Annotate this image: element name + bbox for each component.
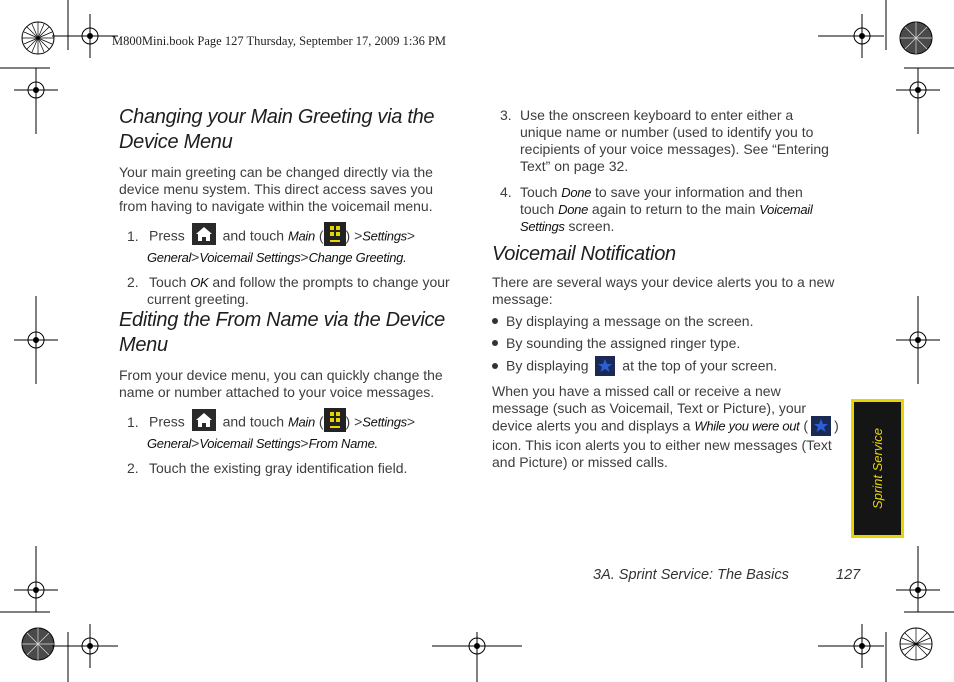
body-line: device alerts you and displays a	[492, 417, 691, 434]
voicemail-label: Voicemail	[759, 202, 813, 217]
menu-path	[127, 249, 479, 266]
title-line: Device Menu	[119, 131, 233, 153]
crosshair-mark-icon	[432, 632, 522, 682]
step-text: Touch	[520, 184, 558, 200]
book-slug: M800Mini.book Page 127 Thursday, September 17, 2009 1:36 PM	[112, 34, 447, 48]
step-text: Press	[149, 227, 185, 244]
step-number: 3.	[500, 107, 512, 123]
step-text: )	[345, 413, 351, 430]
registration-mark-icon	[22, 628, 54, 660]
intro-paragraph	[492, 274, 848, 308]
while-you-were-out-label: While you were out	[694, 418, 800, 434]
intro-line: message:	[492, 291, 553, 307]
main-label: Main	[287, 414, 315, 430]
step-1	[119, 225, 479, 266]
bullet-text: By sounding the assigned ringer type.	[506, 335, 741, 351]
step-4	[500, 184, 850, 235]
side-tab	[851, 399, 904, 538]
step-text: to save your information and then	[595, 184, 803, 200]
list-item	[492, 313, 848, 330]
menu-path-item: From Name.	[308, 436, 378, 451]
intro-line: Your main greeting can be changed directly via the	[119, 164, 433, 180]
intro-line: There are several ways your device alerts you to a new	[492, 274, 835, 290]
step-text: Press	[149, 413, 185, 430]
step-text: Text” on page 32.	[520, 158, 629, 174]
step-text: (	[318, 227, 324, 244]
menu-path-item: Settings	[362, 228, 407, 244]
home-icon	[192, 223, 216, 245]
title-line: Editing the From Name via the Device	[119, 309, 446, 331]
step-text: Touch	[149, 274, 187, 290]
star-icon	[811, 416, 831, 436]
title-line: Changing your Main Greeting via the	[119, 106, 435, 128]
menu-path-item: General	[147, 436, 192, 451]
done-label: Done	[561, 185, 592, 200]
bullet-icon	[492, 318, 498, 324]
body-line: )	[834, 417, 839, 434]
crosshair-mark-icon	[0, 546, 58, 612]
step-text: )	[345, 227, 351, 244]
intro-line: device menu system. This direct access saves you	[119, 181, 434, 197]
step-text: and touch	[222, 413, 285, 430]
body-paragraph	[492, 383, 848, 471]
section-title: Voicemail Notification	[492, 243, 676, 265]
bullet-text: By displaying a message on the screen.	[506, 313, 754, 329]
step-text: again to return to the main	[591, 201, 756, 217]
menu-path-item: Voicemail Settings	[199, 250, 301, 265]
body-line: When you have a missed call or receive a new	[492, 383, 781, 399]
body-line: icon. This icon alerts you to either new messages (Text	[492, 437, 832, 453]
main-menu-icon	[324, 222, 346, 246]
intro-paragraph	[119, 367, 479, 401]
intro-line: From your device menu, you can quickly change the	[119, 367, 443, 383]
crosshair-mark-icon	[14, 296, 58, 384]
menu-path	[127, 435, 479, 452]
path-separator: >	[354, 413, 363, 430]
registration-mark-icon	[22, 22, 54, 54]
section-changing-greeting	[119, 105, 479, 308]
home-icon	[192, 409, 216, 431]
path-separator: >	[406, 413, 416, 430]
menu-path-item: Voicemail Settings	[199, 436, 301, 451]
step-number: 4.	[500, 184, 512, 200]
title-line: Menu	[119, 334, 168, 356]
step-number: 1.	[127, 413, 139, 430]
crosshair-mark-icon	[896, 68, 954, 134]
crosshair-mark-icon	[0, 68, 58, 134]
side-tab-label: Sprint Service	[870, 428, 886, 509]
body-line: message (such as Voicemail, Text or Picture), your	[492, 400, 807, 416]
step-text: Touch the existing gray identification field.	[149, 460, 408, 476]
list-item	[492, 335, 848, 352]
step-text: Use the onscreen keyboard to enter either a	[520, 107, 794, 123]
step-1	[119, 411, 479, 452]
bullet-icon	[492, 363, 498, 369]
done-label: Done	[558, 202, 589, 217]
main-label: Main	[287, 228, 315, 244]
section-editing-from-name	[119, 308, 479, 477]
crosshair-mark-icon	[52, 624, 118, 682]
section-voicemail-notification	[492, 242, 848, 471]
step-2	[119, 460, 479, 477]
intro-line: from having to navigate within the voicemail menu.	[119, 198, 433, 214]
step-text: touch	[520, 201, 555, 217]
footer-section: 3A. Sprint Service: The Basics	[593, 567, 789, 583]
intro-line: name or number attached to your voice messages.	[119, 384, 435, 400]
crosshair-mark-icon	[52, 0, 118, 58]
bullet-icon	[492, 340, 498, 346]
path-separator: >	[354, 227, 363, 244]
menu-path-item: General	[147, 250, 192, 265]
body-line: and Picture) or missed calls.	[492, 454, 668, 470]
ok-label: OK	[190, 275, 209, 290]
crosshair-mark-icon	[818, 624, 886, 682]
right-column	[500, 107, 850, 235]
path-separator: >	[191, 435, 200, 451]
step-text: current greeting.	[147, 291, 249, 307]
menu-path-item: Change Greeting.	[308, 250, 407, 265]
path-separator: >	[300, 249, 309, 265]
page-number: 127	[836, 567, 861, 583]
crosshair-mark-icon	[818, 0, 886, 58]
path-separator: >	[191, 249, 200, 265]
main-menu-icon	[324, 408, 346, 432]
path-separator: >	[406, 227, 416, 244]
section-title	[119, 308, 479, 358]
settings-label: Settings	[520, 219, 565, 234]
list-item	[492, 357, 848, 377]
section-title	[119, 105, 479, 155]
step-text: unique name or number (used to identify you to	[520, 124, 814, 140]
step-number: 2.	[127, 274, 139, 290]
step-3	[500, 107, 850, 175]
step-text: screen.	[568, 218, 615, 234]
registration-mark-icon	[900, 22, 932, 54]
intro-paragraph	[119, 164, 479, 215]
path-separator: >	[300, 435, 309, 451]
crosshair-mark-icon	[896, 546, 954, 612]
step-text: and follow the prompts to change your	[212, 274, 450, 290]
registration-mark-icon	[900, 628, 932, 660]
menu-path-item: Settings	[362, 414, 407, 430]
step-number: 1.	[127, 227, 139, 244]
step-2	[119, 274, 479, 308]
step-text: (	[318, 413, 324, 430]
body-line: (	[803, 417, 809, 434]
crosshair-mark-icon	[896, 296, 940, 384]
bullet-text: By displaying	[506, 357, 589, 374]
bullet-text: at the top of your screen.	[622, 357, 778, 374]
step-text: and touch	[222, 227, 285, 244]
star-icon	[595, 356, 615, 376]
step-text: recipients of your voice messages). See “Entering	[520, 141, 829, 157]
step-number: 2.	[127, 460, 139, 476]
